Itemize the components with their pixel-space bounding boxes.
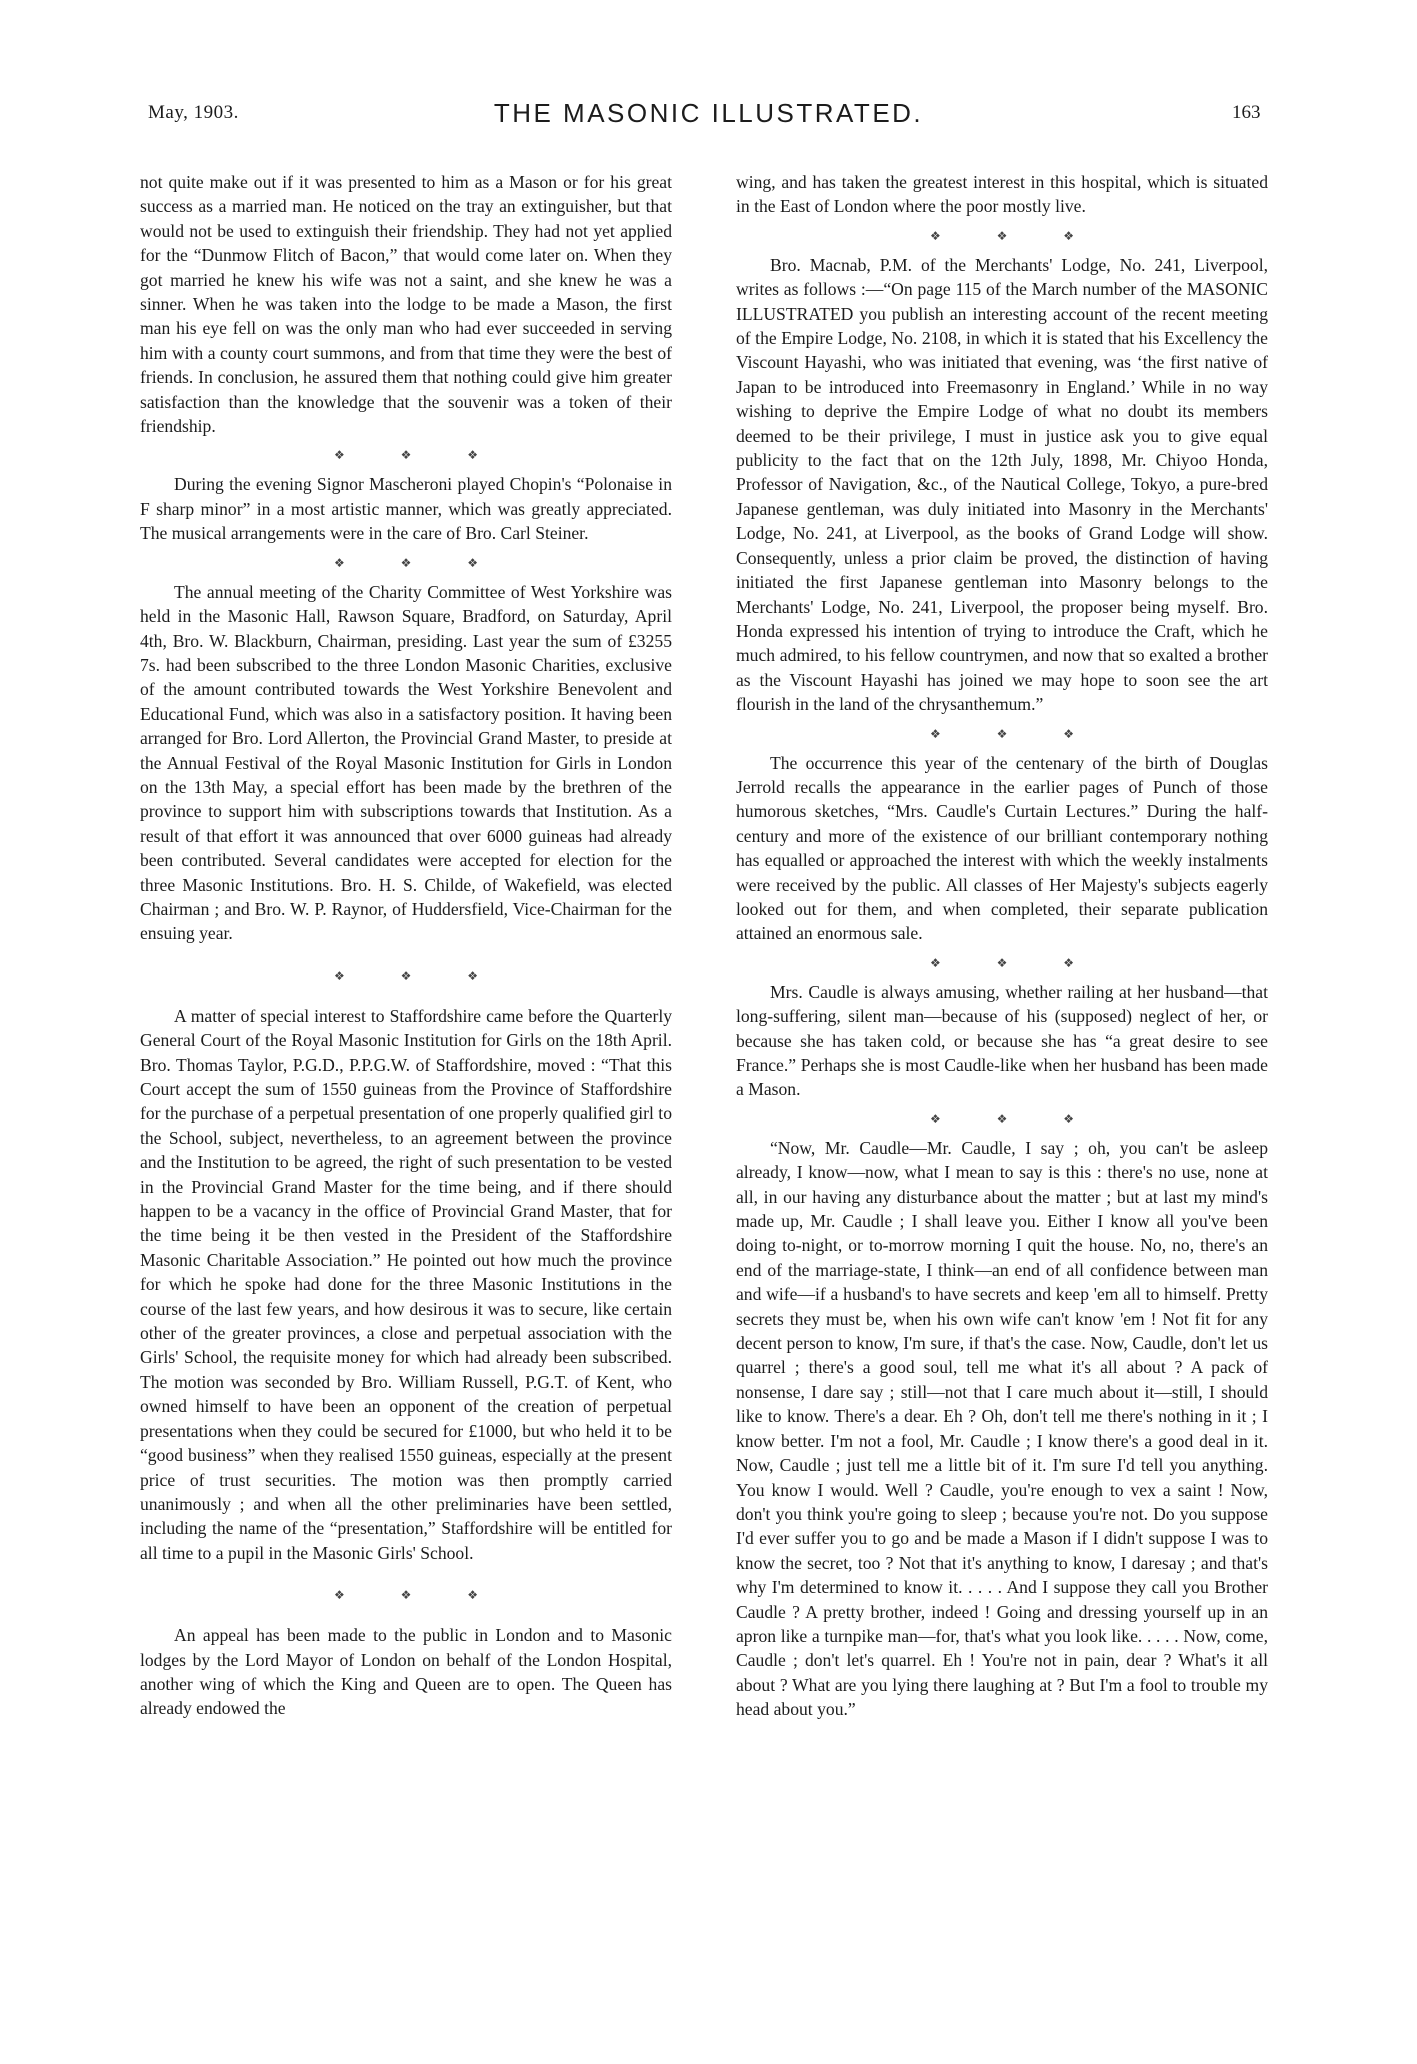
- section-ornament: ❖ ❖ ❖: [930, 955, 1100, 970]
- article-paragraph: wing, and has taken the greatest interest in this hospital, which is situated in the East of London where the poor mostly live.: [736, 172, 1268, 217]
- issue-date: May, 1903.: [148, 102, 239, 123]
- article-paragraph: The annual meeting of the Charity Committee of West Yorkshire was held in the Masonic Hall, Rawson Square, Bradford, on Saturday, April 4th, Bro. W. Blackburn, Chairman, presiding. Last year the sum of £3255 7s. had been subscribed to the three London Masonic Charities, exclusive of the amount contributed towards the West Yorkshire Benevolent and Educational Fund, which was also in a satisfactory position. It having been arranged for Bro. Lord Allerton, the Provincial Grand Master, to preside at the Annual Festival of the Royal Masonic Institution for Girls in London on the 13th May, a special effort has been made by the brethren of the province to support him with subscriptions towards that Institution. As a result of that effort it was announced that over 6000 guineas had already been contributed. Several candidates were accepted for election for the three Masonic Institutions. Bro. H. S. Childe, of Wakefield, was elected Chairman ; and Bro. W. P. Raynor, of Huddersfield, Vice-Chairman for the ensuing year.: [140, 581, 672, 944]
- article-paragraph: “Now, Mr. Caudle—Mr. Caudle, I say ; oh, you can't be asleep already, I know—now, what I mean to say is this : there's no use, none at all, in our having any disturbance about the matter ; but at last my mind's made up, Mr. Caudle ; I shall leave you. Either I know all you've been doing to-night, or to-morrow morning I quit the house. No, no, there's an end of the marriage-state, I think—an end of all confidence between man and wife—if a husband's to have secrets and keep 'em all to himself. Pretty secrets they must be, when his own wife can't know 'em ! Not fit for any decent person to know, I'm sure, if that's the case. Now, Caudle, don't let us quarrel ; there's a good soul, tell me what it's all about ? A pack of nonsense, I dare say ; still—not that I care much about it—still, I should like to know. There's a dear. Eh ? Oh, don't tell me there's nothing in it ; I know better. I'm not a fool, Mr. Caudle ; I know there's a good deal in it. Now, Caudle ; just tell me a little bit of it. I'm sure I'd tell you anything. You know I would. Well ? Caudle, you're enough to vex a saint ! Now, don't you think you're going to sleep ; because you're not. Do you suppose I'd ever suffer you to go and be made a Mason if I didn't suppose I was to know the secret, too ? Not that it's anything to know, I daresay ; and that's why I'm determined to know it. . . . . And I suppose they call you Brother Caudle ? A pretty brother, indeed ! Going and dressing yourself up in an apron like a turnpike man—for, that's what you look like. . . . . Now, come, Caudle ; don't let's quarrel. Eh ! You're not in pain, dear ? What's it all about ? What are you lying there laughing at ? But I'm a fool to trouble my head about you.”: [736, 1137, 1268, 1720]
- section-ornament: ❖ ❖ ❖: [334, 1588, 504, 1603]
- article-paragraph: A matter of special interest to Staffordshire came before the Quarterly General Court of the Royal Masonic Institution for Girls on the 18th April. Bro. Thomas Taylor, P.G.D., P.P.G.W. of Staffordshire, moved : “That this Court accept the sum of 1550 guineas from the Province of Staffordshire for the purchase of a perpetual presentation of one properly qualified girl to the School, subject, nevertheless, to an agreement between the province and the Institution to be agreed, the right of such presentation to be vested in the Provincial Grand Master for the time being, and if there should happen to be a vacancy in the office of Provincial Grand Master, that for the time being it be then vested in the President of the Staffordshire Masonic Charitable Association.” He pointed out how much the province for which he spoke had done for the three Masonic Institutions in the course of the last few years, and how desirous it was to secure, like certain other of the greater provinces, a close and perpetual association with the Girls' School, the requisite money for which had already been subscribed. The motion was seconded by Bro. William Russell, P.G.T. of Kent, who owned himself to have been an opponent of the creation of perpetual presentations when they could be secured for £1000, but who held it to be “good business” when they realised 1550 guineas, especially at the present price of trust securities. The motion was then promptly carried unanimously ; and when all the other preliminaries have been settled, including the name of the “presentation,” Staffordshire will be entitled for all time to a pupil in the Masonic Girls' School.: [140, 1005, 672, 1563]
- article-paragraph: not quite make out if it was presented to him as a Mason or for his great success as a married man. He noticed on the tray an extinguisher, but that would not be used to extinguish their friendship. They had not yet applied for the “Dunmow Flitch of Bacon,” that would come later on. When they got married he knew his wife was not a saint, and she knew he was a sinner. When he was taken into the lodge to be made a Mason, the first man his eye fell on was the only man who had ever succeeded in serving him with a county court summons, and from that time they were the best of friends. In conclusion, he assured them that nothing could give him greater satisfaction than the knowledge that the souvenir was a token of their friendship.: [140, 172, 672, 437]
- article-paragraph: Mrs. Caudle is always amusing, whether railing at her husband—that long-suffering, silent man—because of his (supposed) neglect of her, or because she has taken cold, or because she has “a great desire to see France.” Perhaps she is most Caudle-like when her husband has been made a Mason.: [736, 981, 1268, 1100]
- page-header: [0, 0, 1417, 140]
- page-number: 163: [1232, 102, 1261, 123]
- section-ornament: ❖ ❖ ❖: [334, 555, 504, 570]
- section-ornament: ❖ ❖ ❖: [930, 228, 1100, 243]
- article-paragraph: During the evening Signor Mascheroni played Chopin's “Polonaise in F sharp minor” in a most artistic manner, which was greatly appreciated. The musical arrangements were in the care of Bro. Carl Steiner.: [140, 474, 672, 544]
- running-title: THE MASONIC ILLUSTRATED.: [493, 98, 924, 128]
- section-ornament: ❖ ❖ ❖: [334, 968, 504, 983]
- article-paragraph: An appeal has been made to the public in London and to Masonic lodges by the Lord Mayor of London on behalf of the London Hospital, another wing of which the King and Queen are to open. The Queen has already endowed the: [140, 1625, 672, 1719]
- right-column: [736, 170, 1268, 1722]
- article-paragraph: Bro. Macnab, P.M. of the Merchants' Lodge, No. 241, Liverpool, writes as follows :—“On page 115 of the March number of the MASONIC ILLUSTRATED you publish an interesting account of the recent meeting of the Empire Lodge, No. 2108, in which it is stated that his Excellency the Viscount Hayashi, who was initiated that evening, was ‘the first native of Japan to be introduced into Freemasonry in England.’ While in no way wishing to deprive the Empire Lodge of what no doubt its members deemed to be their privilege, I must in justice ask you to give equal publicity to the fact that on the 12th July, 1898, Mr. Chiyoo Honda, Professor of Navigation, &c., of the Nautical College, Tokyo, a pure-bred Japanese gentleman, was duly initiated into Masonry in the Merchants' Lodge, No. 241, at Liverpool, as the books of Grand Lodge will show. Consequently, unless a prior claim be proved, the distinction of having initiated the first Japanese gentleman into Masonry belongs to the Merchants' Lodge, No. 241, Liverpool, the proposer being myself. Bro. Honda expressed his intention of trying to introduce the Craft, which he much admired, to his fellow countrymen, and now that so exalted a brother as the Viscount Hayashi has joined we may hope to soon see the art flourish in the land of the chrysanthemum.”: [736, 254, 1268, 715]
- article-paragraph: The occurrence this year of the centenary of the birth of Douglas Jerrold recalls the appearance in the earlier pages of Punch of those humorous sketches, “Mrs. Caudle's Curtain Lectures.” During the half-century and more of the existence of our brilliant contemporary nothing has equalled or approached the interest with which the weekly instalments were received by the public. All classes of Her Majesty's subjects eagerly looked out for them, and when completed, their separate publication attained an enormous sale.: [736, 752, 1268, 944]
- section-ornament: ❖ ❖ ❖: [930, 726, 1100, 741]
- section-ornament: ❖ ❖ ❖: [334, 448, 504, 463]
- left-column: [140, 170, 672, 1721]
- section-ornament: ❖ ❖ ❖: [930, 1111, 1100, 1126]
